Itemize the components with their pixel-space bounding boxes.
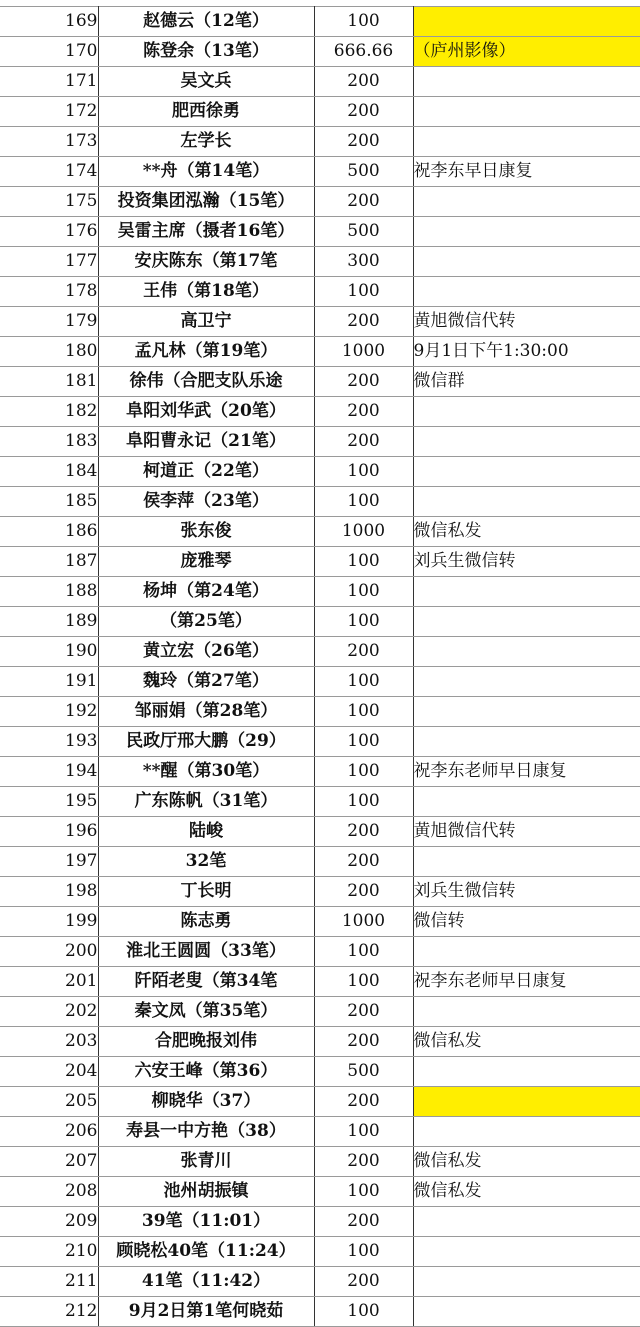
amount-cell: 200 — [314, 1087, 413, 1117]
table-body — [0, 7, 640, 1327]
row-number-cell: 188 — [0, 577, 98, 607]
amount-cell: 100 — [314, 967, 413, 997]
amount-cell: 100 — [314, 727, 413, 757]
row-number-cell: 176 — [0, 217, 98, 247]
donor-name-cell: 阜阳刘华武（20笔） — [98, 397, 314, 427]
donor-name-cell: 庞雅琴 — [98, 547, 314, 577]
donor-name-cell: 丁长明 — [98, 877, 314, 907]
donation-sheet — [0, 6, 640, 1322]
note-cell — [413, 277, 640, 307]
table-row — [0, 337, 640, 367]
amount-cell: 100 — [314, 7, 413, 37]
amount-cell: 100 — [314, 577, 413, 607]
row-number-cell: 175 — [0, 187, 98, 217]
amount-cell: 200 — [314, 1027, 413, 1057]
note-cell — [413, 97, 640, 127]
table-row — [0, 1267, 640, 1297]
donor-name-cell: 徐伟（合肥支队乐途 — [98, 367, 314, 397]
note-cell: 祝李东早日康复 — [413, 157, 640, 187]
table-row — [0, 817, 640, 847]
row-number-cell: 191 — [0, 667, 98, 697]
note-cell — [413, 577, 640, 607]
table-row — [0, 1117, 640, 1147]
table-row — [0, 307, 640, 337]
donor-name-cell: 王伟（第18笔） — [98, 277, 314, 307]
amount-cell: 200 — [314, 97, 413, 127]
row-number-cell: 195 — [0, 787, 98, 817]
amount-cell: 200 — [314, 1147, 413, 1177]
amount-cell: 1000 — [314, 517, 413, 547]
table-row — [0, 277, 640, 307]
donor-name-cell: **舟（第14笔） — [98, 157, 314, 187]
note-cell — [413, 7, 640, 37]
row-number-cell: 212 — [0, 1297, 98, 1327]
note-cell — [413, 607, 640, 637]
note-cell: 微信私发 — [413, 1147, 640, 1177]
note-cell: 祝李东老师早日康复 — [413, 967, 640, 997]
note-cell: 微信私发 — [413, 1177, 640, 1207]
row-number-cell: 211 — [0, 1267, 98, 1297]
row-number-cell: 187 — [0, 547, 98, 577]
donor-name-cell: 邹丽娟（第28笔） — [98, 697, 314, 727]
donor-name-cell: 9月2日第1笔何晓茹 — [98, 1297, 314, 1327]
donor-name-cell: 39笔（11:01） — [98, 1207, 314, 1237]
table-row — [0, 397, 640, 427]
table-row — [0, 1177, 640, 1207]
note-cell — [413, 457, 640, 487]
donor-name-cell: 41笔（11:42） — [98, 1267, 314, 1297]
row-number-cell: 169 — [0, 7, 98, 37]
donor-name-cell: 吴文兵 — [98, 67, 314, 97]
donor-name-cell: 民政厅邢大鹏（29） — [98, 727, 314, 757]
row-number-cell: 183 — [0, 427, 98, 457]
note-cell: 刘兵生微信转 — [413, 547, 640, 577]
note-cell — [413, 787, 640, 817]
note-cell: 黄旭微信代转 — [413, 817, 640, 847]
row-number-cell: 179 — [0, 307, 98, 337]
row-number-cell: 178 — [0, 277, 98, 307]
amount-cell: 300 — [314, 247, 413, 277]
table-row — [0, 847, 640, 877]
note-cell — [413, 1207, 640, 1237]
amount-cell: 200 — [314, 397, 413, 427]
table-row — [0, 517, 640, 547]
donor-name-cell: 池州胡振镇 — [98, 1177, 314, 1207]
donor-name-cell: 魏玲（第27笔） — [98, 667, 314, 697]
table-row — [0, 697, 640, 727]
amount-cell: 100 — [314, 757, 413, 787]
table-row — [0, 157, 640, 187]
row-number-cell: 205 — [0, 1087, 98, 1117]
donor-name-cell: 黄立宏（26笔） — [98, 637, 314, 667]
row-number-cell: 186 — [0, 517, 98, 547]
donor-name-cell: 侯李萍（23笔） — [98, 487, 314, 517]
amount-cell: 1000 — [314, 337, 413, 367]
table-row — [0, 577, 640, 607]
table-row — [0, 757, 640, 787]
row-number-cell: 200 — [0, 937, 98, 967]
donor-name-cell: 合肥晚报刘伟 — [98, 1027, 314, 1057]
note-cell — [413, 127, 640, 157]
donor-name-cell: 柳晓华（37） — [98, 1087, 314, 1117]
row-number-cell: 204 — [0, 1057, 98, 1087]
row-number-cell: 194 — [0, 757, 98, 787]
donor-name-cell: 32笔 — [98, 847, 314, 877]
row-number-cell: 202 — [0, 997, 98, 1027]
donor-name-cell: 孟凡林（第19笔） — [98, 337, 314, 367]
row-number-cell: 174 — [0, 157, 98, 187]
table-row — [0, 727, 640, 757]
table-row — [0, 1147, 640, 1177]
amount-cell: 200 — [314, 1267, 413, 1297]
row-number-cell: 181 — [0, 367, 98, 397]
table-row — [0, 1027, 640, 1057]
row-number-cell: 196 — [0, 817, 98, 847]
note-cell — [413, 397, 640, 427]
donor-name-cell: 阡陌老叟（第34笔 — [98, 967, 314, 997]
amount-cell: 100 — [314, 277, 413, 307]
row-number-cell: 201 — [0, 967, 98, 997]
table-row — [0, 1087, 640, 1117]
amount-cell: 100 — [314, 937, 413, 967]
donor-name-cell: 淮北王圆圆（33笔） — [98, 937, 314, 967]
table-row — [0, 907, 640, 937]
note-cell — [413, 1267, 640, 1297]
table-row — [0, 217, 640, 247]
note-cell — [413, 667, 640, 697]
note-cell — [413, 427, 640, 457]
donor-name-cell: 顾晓松40笔（11:24） — [98, 1237, 314, 1267]
amount-cell: 100 — [314, 667, 413, 697]
note-cell: 刘兵生微信转 — [413, 877, 640, 907]
note-cell — [413, 847, 640, 877]
row-number-cell: 193 — [0, 727, 98, 757]
table-row — [0, 367, 640, 397]
row-number-cell: 171 — [0, 67, 98, 97]
amount-cell: 100 — [314, 1177, 413, 1207]
amount-cell: 200 — [314, 637, 413, 667]
donor-name-cell: 广东陈帆（31笔） — [98, 787, 314, 817]
table-row — [0, 187, 640, 217]
donor-name-cell: 左学长 — [98, 127, 314, 157]
row-number-cell: 180 — [0, 337, 98, 367]
donor-name-cell: **醒（第30笔） — [98, 757, 314, 787]
amount-cell: 200 — [314, 877, 413, 907]
table-row — [0, 637, 640, 667]
table-row — [0, 1297, 640, 1327]
note-cell — [413, 187, 640, 217]
amount-cell: 200 — [314, 1207, 413, 1237]
row-number-cell: 177 — [0, 247, 98, 277]
donor-name-cell: 六安王峰（第36） — [98, 1057, 314, 1087]
note-cell: 黄旭微信代转 — [413, 307, 640, 337]
note-cell — [413, 1297, 640, 1327]
donor-name-cell: 赵德云（12笔） — [98, 7, 314, 37]
amount-cell: 100 — [314, 1237, 413, 1267]
row-number-cell: 210 — [0, 1237, 98, 1267]
donor-name-cell: 陆峻 — [98, 817, 314, 847]
amount-cell: 100 — [314, 697, 413, 727]
row-number-cell: 172 — [0, 97, 98, 127]
note-cell — [413, 1087, 640, 1117]
note-cell — [413, 637, 640, 667]
row-number-cell: 197 — [0, 847, 98, 877]
amount-cell: 100 — [314, 457, 413, 487]
amount-cell: 100 — [314, 787, 413, 817]
note-cell — [413, 1237, 640, 1267]
table-row — [0, 67, 640, 97]
amount-cell: 100 — [314, 1297, 413, 1327]
amount-cell: 100 — [314, 607, 413, 637]
table-row — [0, 967, 640, 997]
table-row — [0, 667, 640, 697]
donor-name-cell: 陈志勇 — [98, 907, 314, 937]
donor-name-cell: 秦文凤（第35笔） — [98, 997, 314, 1027]
donation-table — [0, 6, 640, 1327]
note-cell — [413, 1117, 640, 1147]
amount-cell: 500 — [314, 157, 413, 187]
row-number-cell: 192 — [0, 697, 98, 727]
table-row — [0, 247, 640, 277]
table-row — [0, 1207, 640, 1237]
table-row — [0, 547, 640, 577]
note-cell: 9月1日下午1:30:00 — [413, 337, 640, 367]
amount-cell: 200 — [314, 847, 413, 877]
note-cell: 微信转 — [413, 907, 640, 937]
donor-name-cell: 投资集团泓瀚（15笔） — [98, 187, 314, 217]
table-row — [0, 127, 640, 157]
row-number-cell: 190 — [0, 637, 98, 667]
donor-name-cell: 杨坤（第24笔） — [98, 577, 314, 607]
table-row — [0, 487, 640, 517]
amount-cell: 200 — [314, 367, 413, 397]
amount-cell: 100 — [314, 547, 413, 577]
amount-cell: 666.66 — [314, 37, 413, 67]
note-cell: 微信私发 — [413, 1027, 640, 1057]
amount-cell: 200 — [314, 307, 413, 337]
amount-cell: 100 — [314, 1117, 413, 1147]
note-cell — [413, 217, 640, 247]
row-number-cell: 198 — [0, 877, 98, 907]
table-row — [0, 97, 640, 127]
amount-cell: 500 — [314, 1057, 413, 1087]
row-number-cell: 206 — [0, 1117, 98, 1147]
amount-cell: 500 — [314, 217, 413, 247]
row-number-cell: 173 — [0, 127, 98, 157]
row-number-cell: 207 — [0, 1147, 98, 1177]
note-cell — [413, 67, 640, 97]
table-row — [0, 1057, 640, 1087]
note-cell: 微信私发 — [413, 517, 640, 547]
donor-name-cell: 寿县一中方艳（38） — [98, 1117, 314, 1147]
table-row — [0, 7, 640, 37]
donor-name-cell: 吴雷主席（摄者16笔） — [98, 217, 314, 247]
row-number-cell: 184 — [0, 457, 98, 487]
table-row — [0, 1237, 640, 1267]
amount-cell: 200 — [314, 427, 413, 457]
amount-cell: 200 — [314, 127, 413, 157]
table-row — [0, 607, 640, 637]
table-row — [0, 427, 640, 457]
note-cell — [413, 1057, 640, 1087]
table-row — [0, 787, 640, 817]
amount-cell: 100 — [314, 487, 413, 517]
note-cell: 祝李东老师早日康复 — [413, 757, 640, 787]
row-number-cell: 203 — [0, 1027, 98, 1057]
note-cell — [413, 997, 640, 1027]
row-number-cell: 199 — [0, 907, 98, 937]
note-cell — [413, 937, 640, 967]
donor-name-cell: 张东俊 — [98, 517, 314, 547]
donor-name-cell: （第25笔） — [98, 607, 314, 637]
row-number-cell: 170 — [0, 37, 98, 67]
amount-cell: 200 — [314, 67, 413, 97]
donor-name-cell: 陈登余（13笔） — [98, 37, 314, 67]
donor-name-cell: 肥西徐勇 — [98, 97, 314, 127]
table-row — [0, 877, 640, 907]
amount-cell: 1000 — [314, 907, 413, 937]
row-number-cell: 185 — [0, 487, 98, 517]
note-cell: （庐州影像） — [413, 37, 640, 67]
donor-name-cell: 柯道正（22笔） — [98, 457, 314, 487]
table-row — [0, 937, 640, 967]
table-row — [0, 37, 640, 67]
note-cell — [413, 247, 640, 277]
donor-name-cell: 高卫宁 — [98, 307, 314, 337]
row-number-cell: 182 — [0, 397, 98, 427]
amount-cell: 200 — [314, 817, 413, 847]
amount-cell: 200 — [314, 997, 413, 1027]
row-number-cell: 209 — [0, 1207, 98, 1237]
amount-cell: 200 — [314, 187, 413, 217]
donor-name-cell: 阜阳曹永记（21笔） — [98, 427, 314, 457]
note-cell — [413, 487, 640, 517]
note-cell: 微信群 — [413, 367, 640, 397]
table-row — [0, 997, 640, 1027]
donor-name-cell: 安庆陈东（第17笔 — [98, 247, 314, 277]
table-row — [0, 457, 640, 487]
row-number-cell: 189 — [0, 607, 98, 637]
note-cell — [413, 697, 640, 727]
row-number-cell: 208 — [0, 1177, 98, 1207]
note-cell — [413, 727, 640, 757]
donor-name-cell: 张青川 — [98, 1147, 314, 1177]
